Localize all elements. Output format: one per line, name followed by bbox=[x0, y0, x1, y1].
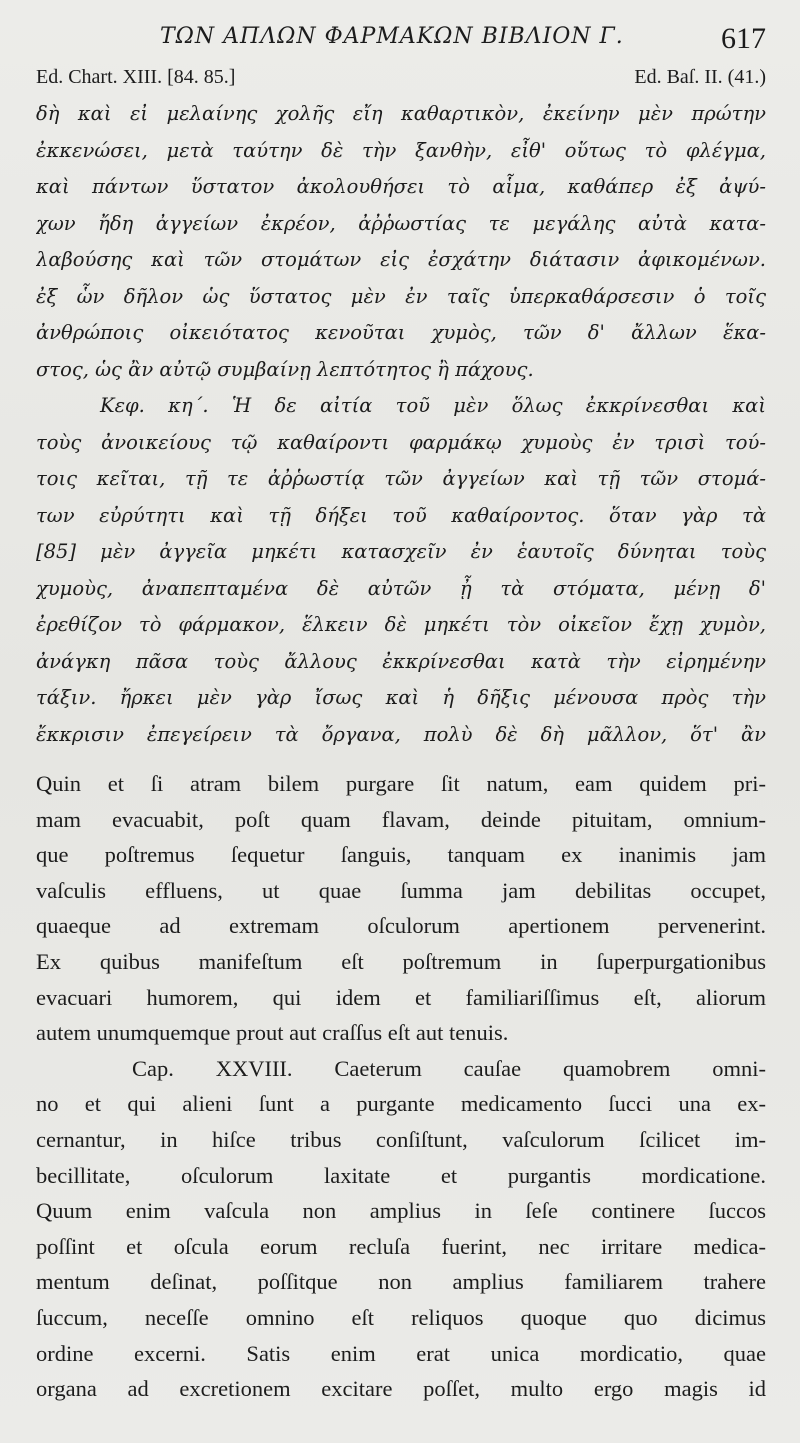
edition-reference-basel: Ed. Baſ. II. (41.) bbox=[634, 66, 766, 88]
section-divider bbox=[36, 748, 766, 749]
greek-line: ἔκκρισιν ἐπεγείρειν τὰ ὄργανα, πολὺ δὲ δὴ μᾶλλον, ὅτ' ἂν bbox=[36, 722, 766, 746]
latin-line: autem unumquemque prout aut craſſus eſt aut tenuis. bbox=[36, 1020, 509, 1046]
latin-line: Quum enim vaſcula non amplius in ſeſe continere ſuccos bbox=[36, 1198, 766, 1224]
page-number: 617 bbox=[721, 22, 766, 55]
greek-line: δὴ καὶ εἰ μελαίνης χολῆς εἴη καθαρτικὸν, ἐκείνην μὲν πρώτην bbox=[36, 102, 766, 125]
latin-line: vaſculis effluens, ut quae ſumma jam debilitas occupet, bbox=[36, 877, 766, 903]
greek-line: τοὺς ἀνοικείους τῷ καθαίροντι φαρμάκῳ χυμοὺς ἐν τρισὶ τού- bbox=[36, 430, 766, 454]
latin-line: ordine excerni. Satis enim erat unica mordicatio, quae bbox=[36, 1340, 766, 1366]
latin-line: poſſint et oſcula eorum recluſa fuerint, nec irritare medica- bbox=[36, 1233, 766, 1259]
latin-line: no et qui alieni ſunt a purgante medicamento ſucci una ex- bbox=[36, 1091, 766, 1117]
greek-line: ἐξ ὧν δῆλον ὡς ὕστατος μὲν ἐν ταῖς ὑπερκαθάρσεσιν ὁ τοῖς bbox=[36, 284, 766, 308]
latin-line: quaeque ad extremam oſculorum apertionem pervenerint. bbox=[36, 913, 766, 939]
greek-line: χων ἤδη ἀγγείων ἐκρέον, ἀῤῥωστίας τε μεγάλης αὐτὰ κατα- bbox=[36, 211, 766, 235]
greek-line: χυμοὺς, ἀναπεπταμένα δὲ αὐτῶν ᾖ τὰ στόματα, μένῃ δ' bbox=[36, 576, 766, 600]
greek-line: λαβούσης καὶ τῶν στομάτων εἰς ἐσχάτην διάτασιν ἀφικομένων. bbox=[36, 248, 766, 271]
latin-line: Quin et ſi atram bilem purgare ſit natum, eam quidem pri- bbox=[36, 771, 766, 796]
latin-line: cernantur, in hiſce tribus conſiſtunt, vaſculorum ſcilicet im- bbox=[36, 1126, 766, 1152]
greek-chapter-heading-line: Κεφ. κη΄. Ἡ δε αἰτία τοῦ μὲν ὅλως ἐκκρίνεσθαι καὶ bbox=[100, 394, 766, 417]
latin-line: ſuccum, neceſſe omnino eſt reliquos quoque quo dicimus bbox=[36, 1304, 766, 1330]
greek-text-block bbox=[36, 96, 766, 753]
greek-line: τάξιν. ἤρκει μὲν γὰρ ἴσως καὶ ἡ δῆξις μένουσα πρὸς τὴν bbox=[36, 686, 766, 709]
greek-line: καὶ πάντων ὕστατον ἀκολουθήσει τὸ αἷμα, καθάπερ ἐξ ἀψύ- bbox=[36, 175, 766, 198]
latin-line: organa ad excretionem excitare poſſet, multo ergo magis id bbox=[36, 1376, 766, 1402]
greek-line: [85] μὲν ἀγγεῖα μηκέτι κατασχεῖν ἐν ἑαυτοῖς δύνηται τοὺς bbox=[36, 540, 766, 563]
latin-line: Ex quibus manifeſtum eſt poſtremum in ſuperpurgationibus bbox=[36, 948, 766, 974]
greek-line: ἐκκενώσει, μετὰ ταύτην δὲ τὴν ξανθὴν, εἶθ' οὕτως τὸ φλέγμα, bbox=[36, 138, 766, 162]
edition-reference-chartier: Ed. Chart. XIII. [84. 85.] bbox=[36, 66, 236, 88]
greek-line: τοις κεῖται, τῇ τε ἀῤῥωστίᾳ τῶν ἀγγείων καὶ τῇ τῶν στομά- bbox=[36, 467, 766, 490]
running-title: ΤΩΝ ΑΠΛΩΝ ΦΑΡΜΑΚΩΝ ΒΙΒΛΙΟΝ Γ. bbox=[160, 24, 624, 49]
latin-line: becillitate, oſculorum laxitate et purgantis mordicatione. bbox=[36, 1162, 766, 1188]
latin-line: que poſtremus ſequetur ſanguis, tanquam ex inanimis jam bbox=[36, 842, 766, 868]
greek-line: των εὐρύτητι καὶ τῇ δήξει τοῦ καθαίροντος. ὅταν γὰρ τὰ bbox=[36, 503, 766, 527]
latin-line: mentum deſinat, poſſitque non amplius familiarem trahere bbox=[36, 1269, 766, 1295]
latin-line: evacuari humorem, qui idem et familiariſſimus eſt, aliorum bbox=[36, 984, 766, 1010]
latin-text-block bbox=[36, 766, 766, 1407]
greek-line: ἀνθρώποις οἰκειότατος κενοῦται χυμὸς, τῶν δ' ἄλλων ἕκα- bbox=[36, 321, 766, 344]
greek-line: ἀνάγκη πᾶσα τοὺς ἄλλους ἐκκρίνεσθαι κατὰ τὴν εἰρημένην bbox=[36, 649, 766, 673]
latin-chapter-heading-line: Cap. XXVIII. Caeterum cauſae quamobrem omni- bbox=[132, 1055, 766, 1081]
latin-line: mam evacuabit, poſt quam flavam, deinde pituitam, omnium- bbox=[36, 806, 766, 832]
greek-line: στος, ὡς ἂν αὐτῷ συμβαίνῃ λεπτότητος ἢ πάχους. bbox=[36, 357, 534, 381]
greek-line: ἐρεθίζον τὸ φάρμακον, ἕλκειν δὲ μηκέτι τὸν οἰκεῖον ἔχῃ χυμὸν, bbox=[36, 613, 766, 636]
